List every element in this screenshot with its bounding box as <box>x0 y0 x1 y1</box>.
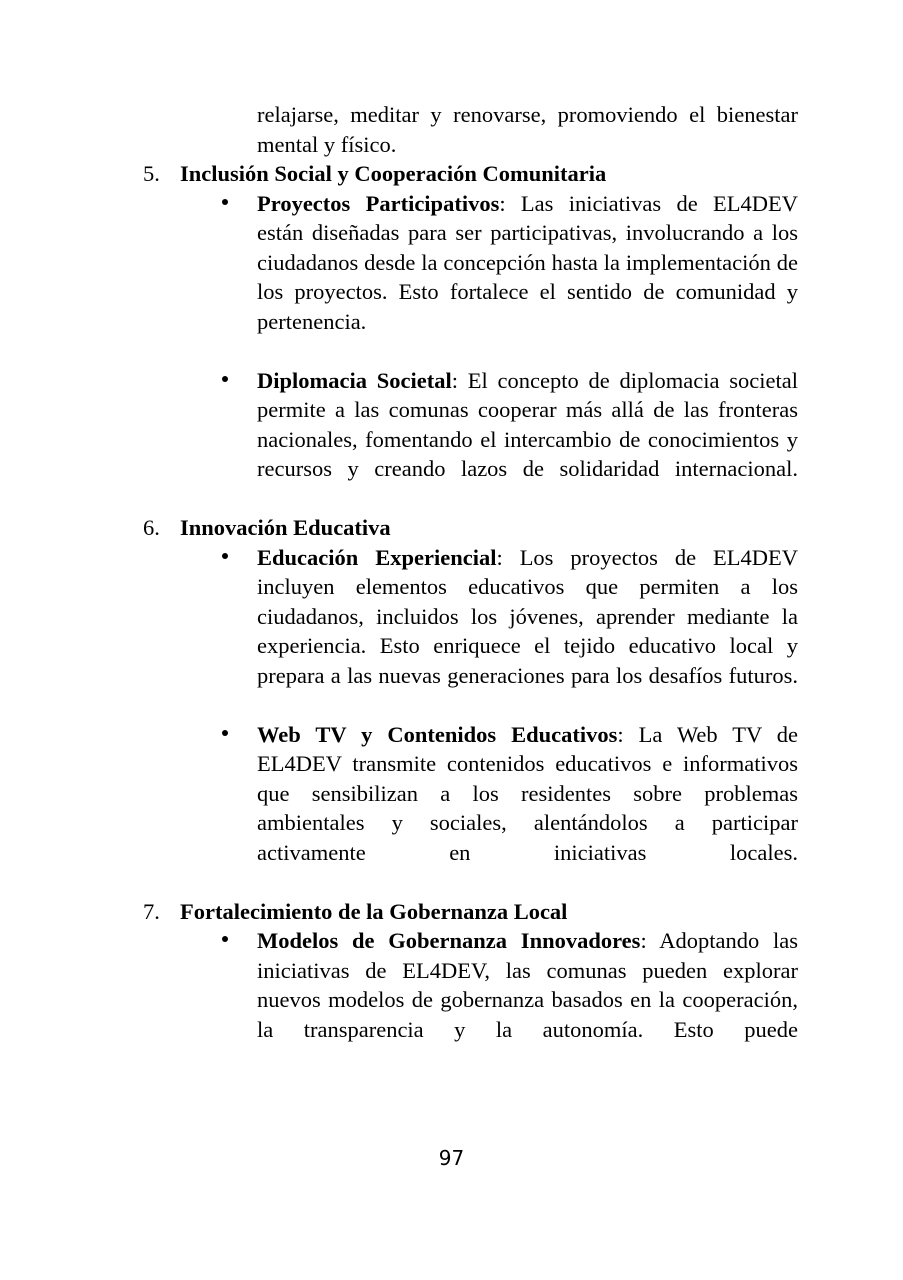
list-item-body: La Web TV de EL4DEV transmite contenidos educativos e informativos que sensibilizan a los residentes sobre problemas ambientales y sociales, alentándolos a participar activamente en iniciativas locales. <box>257 721 798 865</box>
bullet-icon <box>222 199 228 205</box>
bullet-list <box>143 543 798 897</box>
numbered-section-list <box>143 159 798 1074</box>
list-item-body: Los proyectos de EL4DEV incluyen elementos educativos que permiten a los ciudadanos, incluidos los jóvenes, aprender mediante la experiencia. Esto enriquece el tejido educativo local y prepara a las nuevas generaciones para los desafíos futuros. <box>257 544 798 688</box>
page-number: 97 <box>438 1146 465 1170</box>
list-item-colon: : <box>617 721 624 747</box>
list-item-text <box>257 543 798 720</box>
list-item-lead: Modelos de Gobernanza Innovadores <box>257 928 641 953</box>
section-heading-label: Innovación Educativa <box>180 515 391 540</box>
list-item-text <box>257 926 798 1074</box>
list-item-colon: : <box>451 367 459 393</box>
section-number: 5. <box>143 161 160 186</box>
list-item-body: El concepto de diplomacia societal permite a las comunas cooperar más allá de las fronteras nacionales, fomentando el intercambio de conocimientos y recursos y creando lazos de solidaridad internacional. <box>257 367 798 481</box>
list-item <box>143 189 798 366</box>
section-heading <box>143 159 798 189</box>
numbered-section-item <box>143 513 798 897</box>
list-item-body: Las iniciativas de EL4DEV están diseñadas para ser participativas, involucrando a los ciudadanos desde la concepción hasta la implementación de los proyectos. Esto fortalece el sentido de comunidad y pertenencia. <box>257 190 798 334</box>
bullet-list <box>143 926 798 1074</box>
list-item-body: Adoptando las iniciativas de EL4DEV, las comunas pueden explorar nuevos modelos de gobernanza basados en la cooperación, la transparencia y la autonomía. Esto puede <box>257 928 798 1042</box>
list-item-text <box>257 720 798 897</box>
list-item <box>143 720 798 897</box>
section-number: 6. <box>143 515 160 540</box>
numbered-section-item <box>143 159 798 513</box>
bullet-icon <box>222 730 228 736</box>
list-item <box>143 926 798 1074</box>
list-item-lead: Educación Experiencial <box>257 544 497 570</box>
bullet-icon <box>222 553 228 559</box>
section-heading-label: Fortalecimiento de la Gobernanza Local <box>180 898 568 924</box>
list-item-text <box>257 189 798 366</box>
page-content <box>143 100 798 1074</box>
list-item-text <box>257 366 798 514</box>
bullet-list <box>143 189 798 514</box>
list-item <box>143 366 798 514</box>
bullet-icon <box>222 376 228 382</box>
bullet-icon <box>222 936 228 942</box>
list-item-lead: Web TV y Contenidos Educativos <box>257 721 618 747</box>
section-number: 7. <box>143 898 160 924</box>
section-heading <box>143 897 798 927</box>
continuation-paragraph: relajarse, meditar y renovarse, promoviendo el bienestar mental y físico. <box>257 102 798 157</box>
section-heading <box>143 513 798 543</box>
list-item-lead: Diplomacia Societal <box>257 367 452 393</box>
numbered-section-item <box>143 897 798 1074</box>
list-item <box>143 543 798 720</box>
list-item-lead: Proyectos Participativos <box>257 190 500 216</box>
section-heading-label: Inclusión Social y Cooperación Comunitaria <box>180 161 607 186</box>
list-item-colon: : <box>640 928 647 953</box>
list-item-colon: : <box>499 190 506 216</box>
list-item-colon: : <box>496 544 503 570</box>
